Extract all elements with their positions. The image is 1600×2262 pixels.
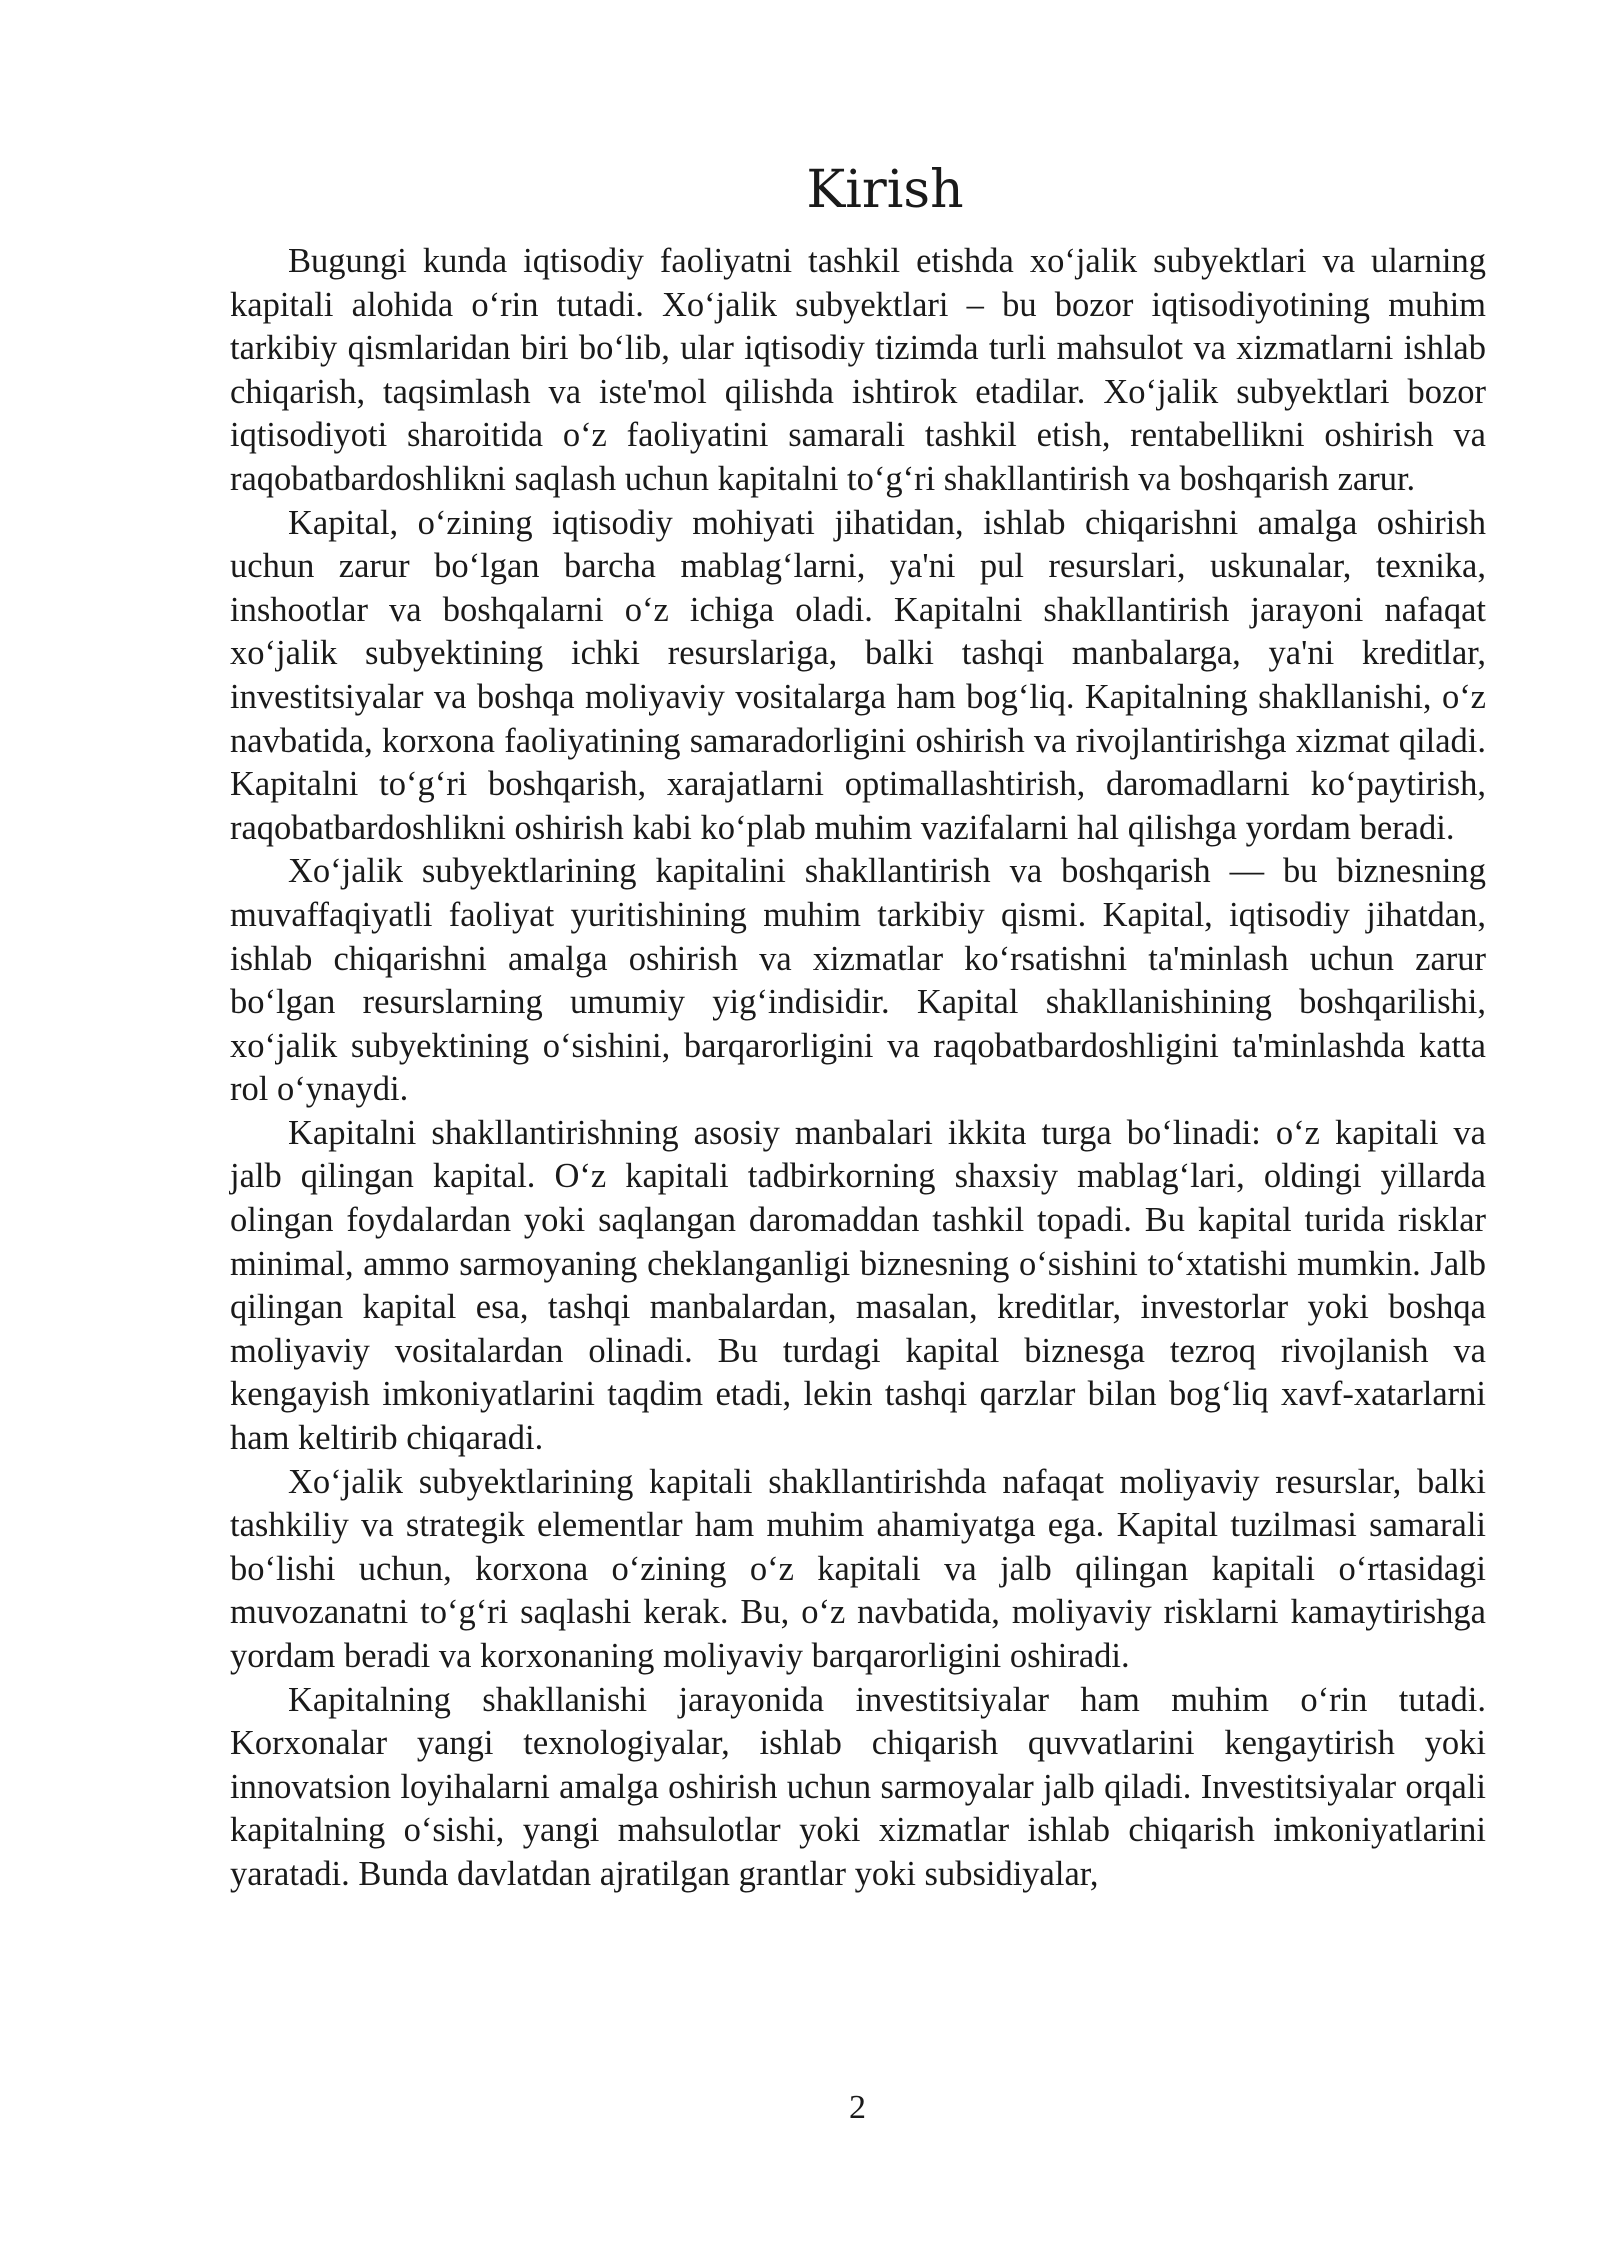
paragraph: Xo‘jalik subyektlarining kapitalini shakllantirish va boshqarish — bu biznesning muvaffaqiyatli faoliyat yuritishining muhim tarkibiy qismi. Kapital, iqtisodiy jihatdan, ishlab chiqarishni amalga oshirish va xizmatlar ko‘rsatishni ta'minlash uchun zarur bo‘lgan resurslarning umumiy yig‘indisidir. Kapital shakllanishining boshqarilishi, xo‘jalik subyektining o‘sishini, barqarorligini va raqobatbardoshligini ta'minlashda katta rol o‘ynaydi.: [230, 852, 1486, 1109]
paragraph: Xo‘jalik subyektlarining kapitali shakllantirishda nafaqat moliyaviy resurslar, balki tashkiliy va strategik elementlar ham muhim ahamiyatga ega. Kapital tuzilmasi samarali bo‘lishi uchun, korxona o‘zining o‘z kapitali va jalb qilingan kapitali o‘rtasidagi muvozanatni to‘g‘ri saqlashi kerak. Bu, o‘z navbatida, moliyaviy risklarni kamaytirishga yordam beradi va korxonaning moliyaviy barqarorligini oshiradi.: [230, 1462, 1486, 1675]
paragraph: Kapitalning shakllanishi jarayonida investitsiyalar ham muhim o‘rin tutadi. Korxonalar yangi texnologiyalar, ishlab chiqarish quvvatlarini kengaytirish yoki innovatsion loyihalarni amalga oshirish uchun sarmoyalar jalb qiladi. Investitsiyalar orqali kapitalning o‘sishi, yangi mahsulotlar yoki xizmatlar ishlab chiqarish imkoniyatlarini yaratadi. Bunda davlatdan ajratilgan grantlar yoki subsidiyalar,: [230, 1680, 1486, 1893]
page-title: Kirish: [806, 160, 964, 220]
paragraph: Bugungi kunda iqtisodiy faoliyatni tashkil etishda xo‘jalik subyektlari va ularning kapitali alohida o‘rin tutadi. Xo‘jalik subyektlari – bu bozor iqtisodiyotining muhim tarkibiy qismlaridan biri bo‘lib, ular iqtisodiy tizimda turli mahsulot va xizmatlarni ishlab chiqarish, taqsimlash va iste'mol qilishda ishtirok etadilar. Xo‘jalik subyektlari bozor iqtisodiyoti sharoitida o‘z faoliyatini samarali tashkil etish, rentabellikni oshirish va raqobatbardoshlikni saqlash uchun kapitalni to‘g‘ri shakllantirish va boshqarish zarur.: [230, 242, 1486, 498]
page-number: 2: [849, 2089, 866, 2126]
paragraph: Kapital, o‘zining iqtisodiy mohiyati jihatidan, ishlab chiqarishni amalga oshirish uchun zarur bo‘lgan barcha mablag‘larni, ya'ni pul resurslari, uskunalar, texnika, inshootlar va boshqalarni o‘z ichiga oladi. Kapitalni shakllantirish jarayoni nafaqat xo‘jalik subyektining ichki resurslariga, balki tashqi manbalarga, ya'ni kreditlar, investitsiyalar va boshqa moliyaviy vositalarga ham bog‘liq. Kapitalning shakllanishi, o‘z navbatida, korxona faoliyatining samaradorligini oshirish va rivojlantirishga xizmat qiladi. Kapitalni to‘g‘ri boshqarish, xarajatlarni optimallashtirish, daromadlarni ko‘paytirish, raqobatbardoshlikni oshirish kabi ko‘plab muhim vazifalarni hal qilishga yordam beradi.: [230, 503, 1486, 847]
paragraph: Kapitalni shakllantirishning asosiy manbalari ikkita turga bo‘linadi: o‘z kapitali va jalb qilingan kapital. O‘z kapitali tadbirkorning shaxsiy mablag‘lari, oldingi yillarda olingan foydalardan yoki saqlangan daromaddan tashkil topadi. Bu kapital turida risklar minimal, ammo sarmoyaning cheklanganligi biznesning o‘sishini to‘xtatishi mumkin. Jalb qilingan kapital esa, tashqi manbalardan, masalan, kreditlar, investorlar yoki boshqa moliyaviy vositalardan olinadi. Bu turdagi kapital biznesga tezroq rivojlanish va kengayish imkoniyatlarini taqdim etadi, lekin tashqi qarzlar bilan bog‘liq xavf-xatarlarni ham keltirib chiqaradi.: [230, 1113, 1486, 1458]
document-body: [230, 240, 1486, 1897]
